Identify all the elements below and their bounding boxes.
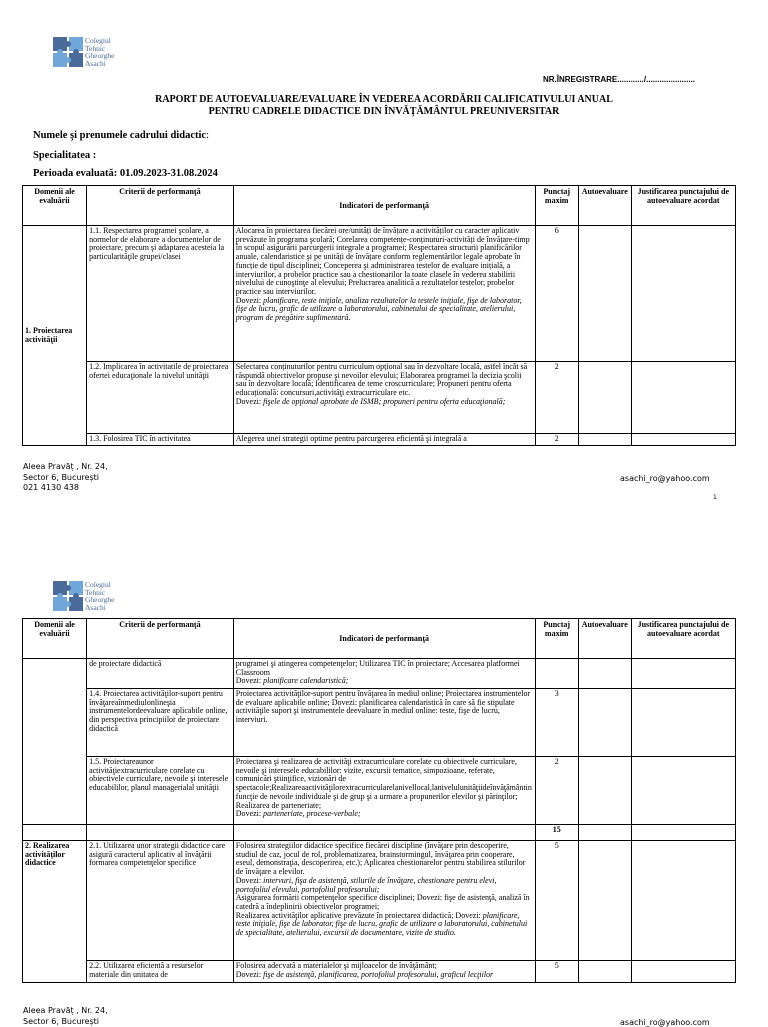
justification-cell[interactable] xyxy=(631,362,735,434)
header-domains: Domenii ale evaluării xyxy=(23,186,87,226)
period-field xyxy=(33,168,218,179)
evaluation-table-page-1 xyxy=(22,185,736,446)
indicator-text: Asigurarea formării competenţelor specifice disciplinei; Dovezi: fişe de asistenţă, analiză în catedră a îndeplinirii obiectivelor programei; xyxy=(236,893,530,911)
header-domains: Domenii ale evaluării xyxy=(23,619,87,659)
header-justification: Justificarea punctajului de autoevaluare acordat xyxy=(631,619,735,659)
max-score-cell: 2 xyxy=(535,362,578,434)
indicator-text: programei şi atingerea competenţelor; Utilizarea TIC în proiectare; Accesarea platformei Classroom xyxy=(236,659,520,677)
justification-cell[interactable] xyxy=(631,841,735,961)
header-indicators: Indicatori de performanţă xyxy=(233,619,535,659)
evidence-label: Dovezi: xyxy=(236,296,261,305)
footer-address xyxy=(23,462,108,494)
self-eval-cell[interactable] xyxy=(578,825,631,841)
header-max-score: Punctaj maxim xyxy=(535,619,578,659)
criterion-cell: 1.5. Proiectareaunor activităţiextracurriculare corelate cu obiectivele curriculare, nevoile şi interesele educabililor, planul managerialal unităţii xyxy=(87,757,234,825)
self-eval-cell[interactable] xyxy=(578,841,631,961)
max-score-cell: 3 xyxy=(535,689,578,757)
criterion-cell: 1.2. Implicarea în activitatile de proiectarea ofertei educaţionale la nivelul unităţii xyxy=(87,362,234,434)
indicator-text: Selectarea conținuturilor pentru curriculum opțional sau în dezvoltare locală, astfel încât să răspundă obiectivelor propuse şi nevoilor elevului; Elaborarea programei la decizia şcolii sau în dezvoltare locală; Identificarea de teme croscurriculare; Propuneri pentru oferta educațională: concursuri,activităţi extracurriculare etc. xyxy=(236,362,527,397)
teacher-name-colon: : xyxy=(206,130,209,141)
self-eval-cell[interactable] xyxy=(578,961,631,983)
logo-line: Colegiul xyxy=(85,37,114,45)
indicator-cell xyxy=(233,226,535,362)
justification-cell[interactable] xyxy=(631,434,735,446)
indicator-text: Folosirea adecvată a materialelor şi mijloacelor de învăţământ; xyxy=(236,961,437,970)
criterion-cell: 1.4. Proiectarea activităţilor-suport pentru învăţareaînmediulonlineşia instrumentelordeevaluare aplicabile online, din perspectiva principiilor de proiectare didactică xyxy=(87,689,234,757)
domain-cell xyxy=(23,825,87,841)
puzzle-logo-icon xyxy=(52,580,84,612)
max-score-cell: 2 xyxy=(535,434,578,446)
evidence-text: fişe de asistenţă, planificarea, portofoliul profesorului, graficul lecţiilor xyxy=(263,970,493,979)
justification-cell[interactable] xyxy=(631,226,735,362)
criterion-cell: de proiectare didactică xyxy=(87,659,234,689)
indicator-cell xyxy=(233,659,535,689)
table-header-row xyxy=(23,619,736,659)
self-eval-cell[interactable] xyxy=(578,757,631,825)
header-criteria: Criterii de performanţă xyxy=(87,186,234,226)
logo-line: Asachi xyxy=(85,60,114,68)
indicator-cell xyxy=(233,757,535,825)
table-header-row xyxy=(23,186,736,226)
teacher-name-field xyxy=(33,130,209,141)
total-score-cell: 15 xyxy=(535,825,578,841)
indicator-cell: Alegerea unei strategii optime pentru parcurgerea eficientă şi integrală a xyxy=(233,434,535,446)
evidence-label: Dovezi: xyxy=(236,676,261,685)
self-eval-cell[interactable] xyxy=(578,362,631,434)
school-logo xyxy=(52,580,132,616)
address-line-1: Aleea Pravăț , Nr. 24, xyxy=(23,462,108,473)
evidence-label: Dovezi: xyxy=(236,397,261,406)
table-row xyxy=(23,659,736,689)
self-eval-cell[interactable] xyxy=(578,659,631,689)
phone-number: 021 4130 438 xyxy=(23,483,108,494)
justification-cell[interactable] xyxy=(631,659,735,689)
criterion-cell: 2.1. Utilizarea unor strategii didactice care asigură caracterul aplicativ al învăţării formarea competenţelor specifice xyxy=(87,841,234,961)
indicator-cell xyxy=(233,961,535,983)
domain-cell: 1. Proiectarea activităţii xyxy=(23,226,87,446)
address-line-2: Sector 6, București xyxy=(23,473,108,484)
logo-line: Tehnic xyxy=(85,45,114,53)
evidence-text: planificare calendaristică; xyxy=(263,676,348,685)
indicator-text: Alocarea în proiectarea fiecărei ore/unități de învățare a activităților cu caracter aplicativ prevăzute în programa şcolară; Corelarea competențe-conținuturi-activități de învățare-timp în scopul asigurării parcurgerii integrale a programei; Respectarea structurii planificărilor anuale, calendaristice şi pe unități de învățare conform reglementărilor legale aprobate în funcție de tipul disciplinei; Conceperea şi administrarea testelor de evaluare inițială, a interviurilor, a probelor practice sau a chestionarilor la toate clasele în vederea stabilirii nivelului de cunoştinţe al elevului; Prelucrarea analitică a rezultatelor testelor, probelor practice sau interviurilor. xyxy=(236,226,530,296)
criterion-cell xyxy=(87,825,234,841)
specialty-field: Specialitatea : xyxy=(33,150,96,161)
table-row xyxy=(23,434,736,446)
self-eval-cell[interactable] xyxy=(578,689,631,757)
evidence-label: Dovezi: xyxy=(236,809,261,818)
period-label: Perioada evaluată: xyxy=(33,168,117,179)
evidence-text: fişele de opţional aprobate de ISMB; propuneri pentru oferta educaţională; xyxy=(263,397,505,406)
table-row xyxy=(23,841,736,961)
indicator-cell xyxy=(233,841,535,961)
table-row xyxy=(23,757,736,825)
evaluation-table-page-2 xyxy=(22,618,736,983)
footer-email[interactable]: asachi_ro@yahoo.com xyxy=(620,474,710,483)
document-page-2 xyxy=(0,570,768,1024)
max-score-cell xyxy=(535,659,578,689)
criterion-cell: 1.1. Respectarea programei şcolare, a normelor de elaborare a documentelor de proiectare, precum şi adaptarea acesteia la particularităţile grupei/clasei xyxy=(87,226,234,362)
address-line-2: Sector 6, București xyxy=(23,1017,108,1027)
indicator-text: Realizarea activităţilor aplicative prevăzute în proiectarea didactică; Dovezi: xyxy=(236,911,481,920)
total-row xyxy=(23,825,736,841)
evidence-text: planificare, teste iniţiale, analiza rezultatelor la testele iniţiale, fişe de laborator, fişe de lucru, grafic de utilizare a laboratorului, cabinetului de specialitate, atelierului, program de pregătire suplimentară. xyxy=(236,296,522,322)
indicator-cell xyxy=(233,825,535,841)
header-self-eval: Autoevaluare xyxy=(578,619,631,659)
page-number: 1 xyxy=(713,494,717,501)
justification-cell[interactable] xyxy=(631,689,735,757)
evidence-text: parteneriate, procese-verbale; xyxy=(263,809,360,818)
header-justification: Justificarea punctajului de autoevaluare acordat xyxy=(631,186,735,226)
report-title-line-2: PENTRU CADRELE DIDACTICE DIN ÎNVĂȚĂMÂNTUL PREUNIVERSITAR xyxy=(0,106,768,118)
table-row xyxy=(23,961,736,983)
report-title-line-1: RAPORT DE AUTOEVALUARE/EVALUARE ÎN VEDEREA ACORDĂRII CALIFICATIVULUI ANUAL xyxy=(0,94,768,106)
table-row xyxy=(23,689,736,757)
registration-number: NR.ÎNREGISTRARE............/...................... xyxy=(543,75,695,84)
domain-cell: 2. Realizarea activităților didactice xyxy=(23,841,87,983)
address-line-1: Aleea Pravăț , Nr. 24, xyxy=(23,1006,108,1017)
header-self-eval: Autoevaluare xyxy=(578,186,631,226)
justification-cell[interactable] xyxy=(631,825,735,841)
logo-line: Colegiul xyxy=(85,581,114,589)
evidence-text: planificare, teste iniţiale, fişe de laborator, fişe de lucru, grafic de utilizare a laboratorului, cabinetului de specialitate, atelierului, excursii de documentare, vizite de studio. xyxy=(236,911,527,937)
header-indicators: Indicatori de performanţă xyxy=(233,186,535,226)
max-score-cell: 5 xyxy=(535,841,578,961)
indicator-cell: Proiectarea activităţilor-suport pentru învăţarea în mediul online; Proiectarea instrumentelor de evaluare aplicabile online; Dovezi: planificarea calendaristică în care să fie stipulate activităţile suport şi instrumentele deevaluare în mediul online: teste, fişe de lucru, interviuri. xyxy=(233,689,535,757)
indicator-cell xyxy=(233,362,535,434)
evidence-text: intervuri, fişa de asistenţă, stilurile de învăţare, chestionare pentru elevi, portofoliul elevului, portofoliul profesorului; xyxy=(236,876,497,894)
header-criteria: Criterii de performanţă xyxy=(87,619,234,659)
self-eval-cell[interactable] xyxy=(578,226,631,362)
table-row xyxy=(23,226,736,362)
school-logo xyxy=(52,36,132,72)
max-score-cell: 5 xyxy=(535,961,578,983)
period-value: 01.09.2023-31.08.2024 xyxy=(120,168,218,179)
teacher-name-label: Numele şi prenumele cadrului didactic xyxy=(33,130,206,141)
domain-cell xyxy=(23,659,87,825)
table-row xyxy=(23,362,736,434)
self-eval-cell[interactable] xyxy=(578,434,631,446)
logo-line: Gheorghe xyxy=(85,52,114,60)
justification-cell[interactable] xyxy=(631,961,735,983)
criterion-cell: 1.3. Folosirea TIC în activitatea xyxy=(87,434,234,446)
indicator-text: Proiectarea şi realizarea de activităţi extracurriculare corelate cu obiectivele curriculare, nevoile şi interesele educabililor: vizite, excursii tematice, simpozioane, referate, comunicări ştiinţifice, vizionări de spectacole;Realizareaactivităţilorextracurricularelanivellocal,lanivelulunităţiideînvăţământin funcţie de nevoile individuale şi de grup şi a urmare a propunerilor elevilor şi părinţilor; Realizarea de parteneriate; xyxy=(236,757,532,810)
evidence-label: Dovezi: xyxy=(236,970,261,979)
max-score-cell: 2 xyxy=(535,757,578,825)
justification-cell[interactable] xyxy=(631,757,735,825)
logo-line: Asachi xyxy=(85,604,114,612)
evidence-label: Dovezi: xyxy=(236,876,261,885)
max-score-cell: 6 xyxy=(535,226,578,362)
puzzle-logo-icon xyxy=(52,36,84,68)
logo-line: Tehnic xyxy=(85,589,114,597)
logo-line: Gheorghe xyxy=(85,596,114,604)
criterion-cell: 2.2. Utilizarea eficientă a resurselor materiale din unitatea de xyxy=(87,961,234,983)
footer-email[interactable]: asachi_ro@yahoo.com xyxy=(620,1018,710,1027)
indicator-text: Folosirea strategiilor didactice specifice fiecărei discipline (învăţare prin descoperire, studiul de caz, jocul de rol, problematizarea, brainstormingul, învăţarea prin cooperare, eseul, demonstraţia, descoperirea, etc.); Aplicarea chestionarelor pentru stabilirea stilurilor de învăţare a elevilor. xyxy=(236,841,526,876)
header-max-score: Punctaj maxim xyxy=(535,186,578,226)
